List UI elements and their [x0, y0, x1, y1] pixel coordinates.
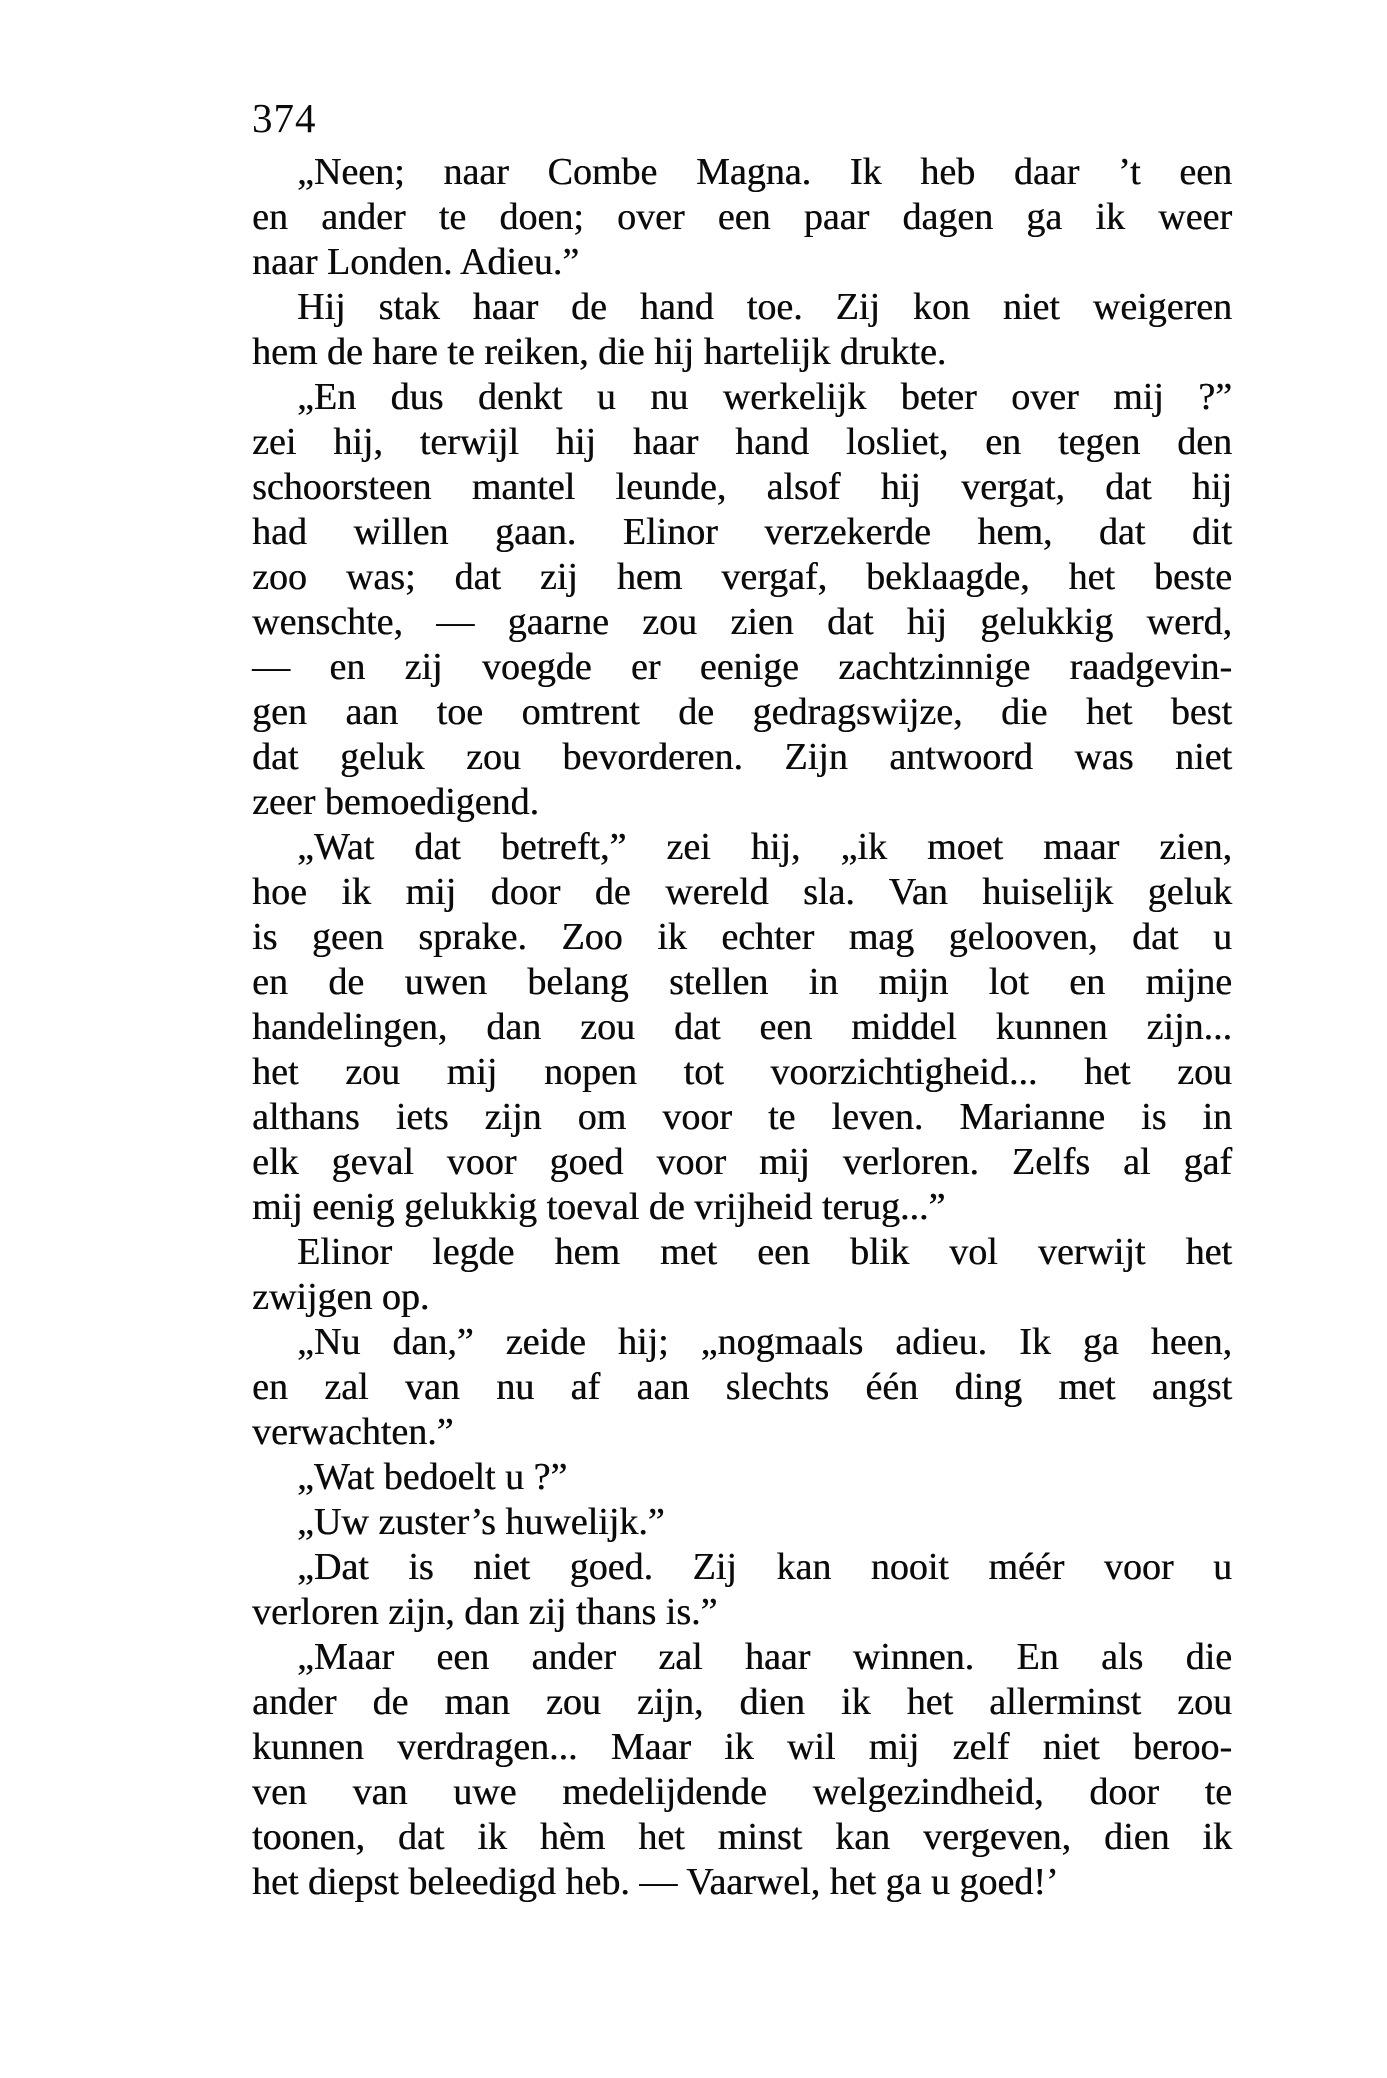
text-line: het diepst beleedigd heb. — Vaarwel, het ga u goed!’ — [252, 1861, 1059, 1903]
text-line: — en zij voegde er eenige zachtzinnige raadgevin- — [252, 646, 1232, 688]
text-line: naar Londen. Adieu.” — [252, 241, 580, 283]
text-line: is geen sprake. Zoo ik echter mag gelooven, dat u — [252, 916, 1232, 958]
page-text — [252, 150, 1232, 1905]
page-number: 374 — [252, 95, 317, 141]
text-line: verwachten.” — [252, 1411, 454, 1453]
text-line: hoe ik mij door de wereld sla. Van huiselijk geluk — [252, 871, 1232, 913]
text-line: „Maar een ander zal haar winnen. En als die — [297, 1636, 1232, 1678]
text-line: het zou mij nopen tot voorzichtigheid... het zou — [252, 1051, 1232, 1093]
text-line: „Nu dan,” zeide hij; „nogmaals adieu. Ik ga heen, — [297, 1321, 1232, 1363]
text-line: en ander te doen; over een paar dagen ga ik weer — [252, 196, 1232, 238]
text-line: gen aan toe omtrent de gedragswijze, die het best — [252, 691, 1232, 733]
text-line: hem de hare te reiken, die hij hartelijk drukte. — [252, 331, 947, 373]
text-line: toonen, dat ik hèm het minst kan vergeven, dien ik — [252, 1816, 1232, 1858]
text-line: ander de man zou zijn, dien ik het allerminst zou — [252, 1681, 1232, 1723]
text-line: kunnen verdragen... Maar ik wil mij zelf niet beroo- — [252, 1726, 1232, 1768]
text-line: had willen gaan. Elinor verzekerde hem, dat dit — [252, 511, 1232, 553]
text-line: „Uw zuster’s huwelijk.” — [297, 1501, 665, 1543]
text-line: „Neen; naar Combe Magna. Ik heb daar ’t een — [297, 151, 1232, 193]
text-line: althans iets zijn om voor te leven. Marianne is in — [252, 1096, 1232, 1138]
text-line: „Dat is niet goed. Zij kan nooit méér voor u — [297, 1546, 1232, 1588]
text-line: en de uwen belang stellen in mijn lot en mijne — [252, 961, 1232, 1003]
text-line: Hij stak haar de hand toe. Zij kon niet weigeren — [297, 286, 1232, 328]
text-line: zeer bemoedigend. — [252, 781, 539, 823]
text-line: wenschte, — gaarne zou zien dat hij gelukkig werd, — [252, 601, 1232, 643]
text-line: zei hij, terwijl hij haar hand losliet, en tegen den — [252, 421, 1232, 463]
text-line: elk geval voor goed voor mij verloren. Zelfs al gaf — [252, 1141, 1232, 1183]
text-line: zoo was; dat zij hem vergaf, beklaagde, het beste — [252, 556, 1232, 598]
text-line: Elinor legde hem met een blik vol verwijt het — [297, 1231, 1232, 1273]
text-line: ven van uwe medelijdende welgezindheid, door te — [252, 1771, 1232, 1813]
text-line: mij eenig gelukkig toeval de vrijheid terug...” — [252, 1186, 946, 1228]
text-line: dat geluk zou bevorderen. Zijn antwoord was niet — [252, 736, 1232, 778]
text-line: handelingen, dan zou dat een middel kunnen zijn... — [252, 1006, 1232, 1048]
text-line: zwijgen op. — [252, 1276, 430, 1318]
text-line: „Wat dat betreft,” zei hij, „ik moet maar zien, — [297, 826, 1232, 868]
text-line: „Wat bedoelt u ?” — [297, 1456, 568, 1498]
text-line: verloren zijn, dan zij thans is.” — [252, 1591, 718, 1633]
text-line: „En dus denkt u nu werkelijk beter over mij ?” — [297, 376, 1232, 418]
text-line: schoorsteen mantel leunde, alsof hij vergat, dat hij — [252, 466, 1232, 508]
text-line: en zal van nu af aan slechts één ding met angst — [252, 1366, 1232, 1408]
